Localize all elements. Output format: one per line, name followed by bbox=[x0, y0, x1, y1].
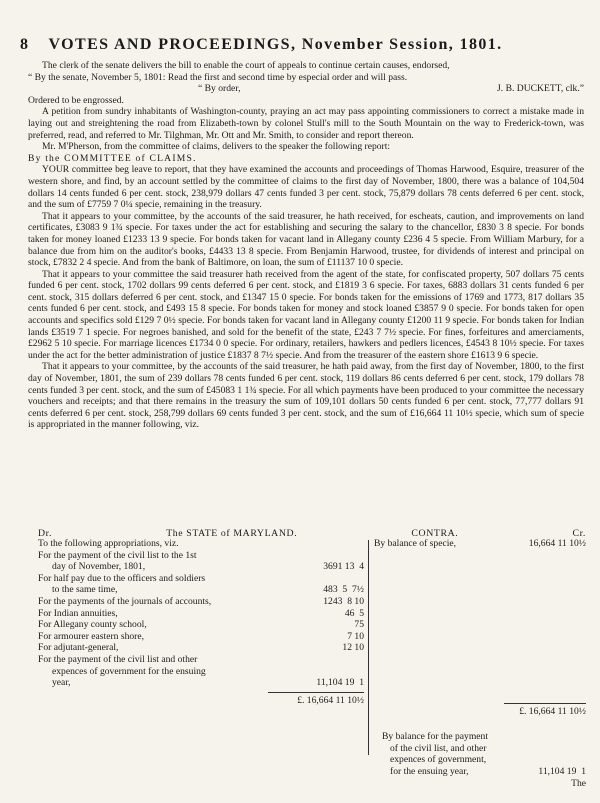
appropriation-text: expences of government for the ensuing bbox=[52, 665, 206, 677]
paragraph: Mr. M'Pherson, from the committee of claims, delivers to the speaker the following report: bbox=[42, 141, 391, 153]
section-heading: By the COMMITTEE of CLAIMS. bbox=[28, 152, 197, 164]
total-rule bbox=[268, 692, 364, 693]
credit-column bbox=[374, 538, 586, 789]
balance-line: expences of government, bbox=[390, 754, 487, 766]
appropriation-row bbox=[38, 631, 364, 643]
appropriation-row bbox=[38, 654, 364, 666]
document-body bbox=[28, 60, 584, 431]
signature-line bbox=[28, 83, 584, 95]
appropriation-text: For half pay due to the officers and soldiers bbox=[38, 572, 206, 584]
appropriation-row bbox=[38, 619, 364, 631]
balance-final-row bbox=[382, 766, 586, 778]
appropriation-text: to the same time, bbox=[52, 584, 118, 596]
paragraph: That it appears to your committee, by the accounts of the said treasurer, he hath received, for escheats, caution, and improvements on land certificates, £3083 9 1¾ specie. For taxes under the act for establishing and securing the salary to the chancellor, £830 3 8 specie. For bonds taken for money loaned £1233 13 9 specie. For bonds taken for vacant land in Allegany county £236 4 5 specie. From William Marbury, for a balance due from him on the auditor's books, £4433 13 8 specie. From Benjamin Harwood, trustee, for dividends of interest and principal on stock, £7832 2 4 specie. And from the bank of Baltimore, on loan, the sum of £11137 10 0 specie. bbox=[28, 210, 584, 269]
debit-total: £. 16,664 11 10½ bbox=[297, 694, 364, 706]
paragraph: Ordered to be engrossed. bbox=[28, 94, 124, 106]
appropriation-text: For adjutant-general, bbox=[38, 642, 119, 654]
appropriation-text: For the payment of the civil list to the 1st bbox=[38, 549, 197, 561]
credit-total: £. 16,664 11 10½ bbox=[519, 705, 586, 717]
appropriation-amount: 12 10 bbox=[342, 642, 364, 654]
appropriation-amount: 11,104 19 1 bbox=[316, 677, 364, 689]
credit-row bbox=[374, 538, 586, 550]
debit-label: Dr. bbox=[38, 528, 53, 539]
appropriation-text: year, bbox=[52, 677, 71, 689]
appropriation-amount: 46 5 bbox=[344, 607, 364, 619]
credit-amount: 16,664 11 10½ bbox=[528, 538, 586, 549]
balance-amount: 11,104 19 1 bbox=[538, 765, 586, 777]
catchword: The bbox=[571, 777, 586, 789]
appropriation-amount bbox=[284, 550, 364, 562]
credit-total-row bbox=[374, 706, 586, 718]
appropriation-amount: 75 bbox=[354, 619, 364, 631]
appropriation-list bbox=[38, 550, 364, 689]
contra-label: CONTRA. bbox=[411, 528, 459, 539]
appropriation-row bbox=[38, 608, 364, 620]
appropriation-text: For the payments of the journals of accounts, bbox=[38, 595, 212, 607]
paragraph: YOUR committee beg leave to report, that they have examined the accounts and proceedings of Thomas Harwood, Esquire, treasurer of the western shore, and find, by an account settled by the committee of claims to the first day of November, 1800, there was a balance of 104,504 dollars 14 cents funded 6 per cent. stock, 238,979 dollars 47 cents funded 3 per cent. stock, 75,879 dollars 78 cents deferred 6 per cent. stock, and the sum of £7759 7 0¼ specie, remaining in the treasury. bbox=[28, 164, 584, 211]
appropriation-text: For Indian annuities, bbox=[38, 607, 118, 619]
appropriation-row bbox=[38, 561, 364, 573]
appropriation-row bbox=[38, 642, 364, 654]
credit-label-text: By balance of specie, bbox=[374, 538, 457, 549]
balance-line: for the ensuing year, bbox=[390, 765, 469, 777]
balance-line: By balance for the payment bbox=[382, 731, 489, 743]
appropriation-row bbox=[38, 573, 364, 585]
paragraph: A petition from sundry inhabitants of Washington-county, praying an act may pass appointing commissioners to correct a mistake made in laying out and streightening the road from Elizabeth-town by colonel Stull's mill to the South Mountain on the way to Frederick-town, was preferred, read, and referred to Mr. Tilghman, Mr. Ott and Mr. Smith, to consider and report thereon. bbox=[28, 106, 584, 141]
appropriation-amount bbox=[284, 666, 364, 678]
column-divider bbox=[368, 540, 369, 755]
appropriation-amount bbox=[284, 573, 364, 585]
appropriation-row bbox=[38, 584, 364, 596]
appropriations-intro: To the following appropriations, viz. bbox=[38, 538, 179, 549]
page-number: 8 bbox=[20, 36, 30, 53]
signature-prefix: “ By order, bbox=[198, 83, 241, 95]
appropriation-row bbox=[38, 550, 364, 562]
appropriation-text: For Allegany county school, bbox=[38, 619, 147, 631]
appropriation-row bbox=[38, 677, 364, 689]
appropriation-amount: 7 10 bbox=[347, 630, 364, 642]
appropriation-amount: 3691 13 4 bbox=[323, 561, 364, 573]
debit-total-row bbox=[38, 695, 364, 707]
appropriation-row bbox=[38, 666, 364, 678]
appropriation-amount: 1243 8 10 bbox=[323, 595, 364, 607]
paragraph: That it appears to your committee the said treasurer hath received from the agent of the state, for confiscated property, 507 dollars 75 cents funded 6 per cent. stock, 1702 dollars 99 cents deferred 6 per cent. stock, and £1819 3 6 specie. For taxes, 6883 dollars 31 cents funded 6 per cent. stock, 315 dollars deferred 6 per cent. stock, and £1347 15 0 specie. For bonds taken for the emissions of 1769 and 1773, 817 dollars 35 cents funded 6 per cent. stock, and £493 15 8 specie. For bonds taken for money and stock loaned £3857 9 0 specie. For bonds taken for open accounts and specifics sold £129 7 0½ specie. For bonds taken for vacant land in Allegany county £1200 11 9 specie. For bonds taken for Indian lands £3519 7 1 specie. For negroes banished, and sold for the benefit of the state, £243 7 7½ specie. For fines, forfeitures and amerciaments, £2962 5 10 specie. For marriage licences £1734 0 0 specie. For ordinary, retailers, hawkers and pedlers licences, £4543 8 10½ specie. For taxes under the act for the better administration of justice £1837 8 7½ specie. And from the treasurer of the eastern shore £1613 9 6 specie. bbox=[28, 268, 584, 361]
paragraph: “ By the senate, November 5, 1801: Read the first and second time by especial order and will pass. bbox=[28, 71, 408, 83]
appropriation-text: For the payment of the civil list and other bbox=[38, 653, 198, 665]
credit-total-rule bbox=[504, 703, 586, 704]
balance-note bbox=[374, 731, 586, 789]
debit-column bbox=[38, 538, 364, 706]
appropriation-amount: 483 5 7½ bbox=[323, 584, 364, 596]
appropriation-amount bbox=[284, 654, 364, 666]
signature-name: J. B. DUCKETT, clk.” bbox=[497, 83, 584, 95]
paragraph: That it appears to your committee, by the accounts of the said treasurer, he hath paid away, from the first day of November, 1800, to the first day of November, 1801, the sum of 239 dollars 78 cents funded 6 per cent. stock, 119 dollars 86 cents deferred 6 per cent. stock, 179 dollars 78 cents funded 3 per cent. stock, and the sum of £45083 1 1¾ specie. For all which payments have been produced to your committee the necessary vouchers and receipts; and that there remains in the treasury the sum of 109,101 dollars 50 cents funded 6 per cent. stock, 77,777 dollars 91 cents deferred 6 per cent. stock, 258,799 dollars 69 cents funded 3 per cent. stock, and the sum of £16,664 11 10½ specie, which sum of specie is appropriated in the manner following, viz. bbox=[28, 361, 584, 431]
page-header bbox=[20, 36, 580, 54]
appropriation-row bbox=[38, 596, 364, 608]
credit-label: Cr. bbox=[572, 528, 586, 539]
account-title: The STATE of MARYLAND. bbox=[166, 528, 298, 539]
appropriation-text: For armourer eastern shore, bbox=[38, 630, 145, 642]
paragraph: The clerk of the senate delivers the bill to enable the court of appeals to continue certain causes, endorsed, bbox=[42, 60, 450, 71]
balance-line: of the civil list, and other bbox=[390, 742, 487, 754]
appropriation-text: day of November, 1801, bbox=[52, 561, 146, 573]
page-title: VOTES AND PROCEEDINGS, November Session, 1801. bbox=[48, 36, 503, 53]
